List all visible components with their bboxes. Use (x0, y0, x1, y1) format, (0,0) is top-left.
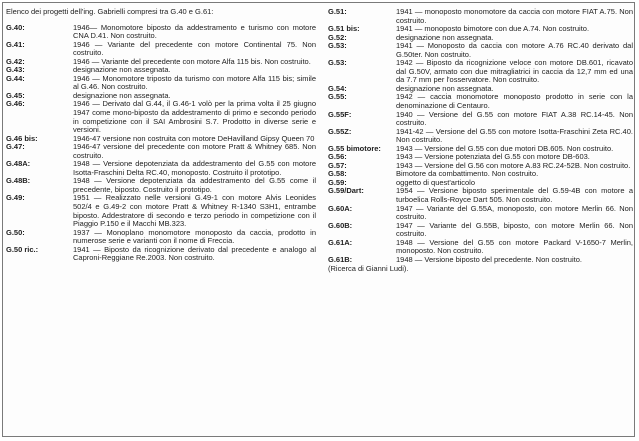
entry-row (6, 246, 316, 263)
entry-row (328, 187, 633, 204)
entry-row (328, 205, 633, 222)
entry-code: G.51 bis: (328, 24, 360, 34)
entry-code: G.53: (328, 58, 347, 68)
entry-description: designazione non assegnata. (73, 65, 171, 75)
entry-description: 1946-47 versione non costruita con motore DeHavilland Gipsy Queen 70 (73, 133, 315, 143)
entry-code: G.53: (328, 41, 347, 51)
entry-description: 1941 — monoposto bimotore con due A.74. Non costruito. (396, 24, 590, 34)
entry-row (6, 143, 316, 160)
document-frame (2, 2, 635, 437)
entry-code: G.55: (328, 92, 347, 102)
entry-description: designazione non assegnata. (73, 90, 171, 100)
entry-row (328, 93, 633, 110)
entry-description: 1941 — Monoposto da caccia con motore A.76 RC.40 derivato dal G.50ter. Non costruito. (396, 41, 633, 59)
entry-row (328, 128, 633, 145)
entry-code: G.47: (6, 142, 25, 152)
entry-code: G.56: (328, 152, 347, 162)
entry-description: designazione non assegnata. (396, 32, 494, 42)
entry-code: G.55F: (328, 109, 352, 119)
entry-description: 1937 — Monoplano monomotore monoposto da caccia, prodotto in numerose serie e varianti con il nome di Freccia. (73, 227, 316, 246)
entry-code: G.43: (6, 65, 25, 75)
entry-row (328, 59, 633, 85)
entry-code: G.46: (6, 99, 25, 109)
entry-code: G.57: (328, 160, 347, 170)
entry-description: 1946 — Variante del precedente con motore Continental 75. Non costruito. (73, 39, 316, 58)
entry-description: 1942 — caccia monomotore monoposto prodotto in serie con la denominazione di Centauro. (396, 92, 633, 111)
right-entry-list (328, 8, 633, 264)
entry-code: G.51: (328, 7, 347, 16)
entry-code: G.48A: (6, 159, 31, 169)
entry-code: G.55 bimotore: (328, 143, 381, 153)
entry-description: 1951 — Realizzato nelle versioni G.49-1 con motore Alvis Leonides 502/4 e G.49-2 con motore Pratt & Whitney R-1340 S3H1, entrambe biposto. Addestratore di secondo e terzo periodo in competizione con il Piaggio P.150 e il Macchi MB.323. (73, 193, 316, 229)
entry-row (6, 100, 316, 134)
entry-description: designazione non assegnata. (396, 83, 494, 93)
entry-description: 1946— Monomotore biposto da addestramento e turismo con motore CNA D.41. Non costruito. (73, 22, 316, 41)
entry-row (328, 8, 633, 25)
entry-row (328, 239, 633, 256)
entry-code: G.61A: (328, 237, 353, 247)
entry-description: 1948 — Versione depotenziata da addestramento del G.55 con motore Isotta-Fraschini Delta RC.40, monoposto. Costruito il prototipo. (73, 159, 316, 177)
entry-code: G.50: (6, 227, 25, 237)
entry-row (328, 42, 633, 59)
entry-description: 1942 — Biposto da ricognizione veloce con motore DB.601, ricavato dal G.50V, armato con due mitragliatrici in caccia da 12,7 mm ed una da 7.7 mm per l'osservatore. Non costruito. (396, 58, 633, 85)
entry-description: 1947 — Variante del G.55A, monoposto, con motore Merlin 66. Non costruito. (396, 203, 633, 222)
entry-description: 1941-42 — Versione del G.55 con motore Isotta-Fraschini Zeta RC.40. Non costruito. (396, 126, 633, 145)
entry-code: G.40: (6, 22, 25, 32)
entry-description: 1941 — Biposto da ricognizione derivato dal precedente e analogo al Caproni-Reggiane Re.2003. Non costruito. (73, 244, 316, 263)
entry-code: G.45: (6, 90, 25, 100)
entry-row (328, 256, 633, 265)
entry-row (328, 222, 633, 239)
research-note: (Ricerca di Gianni Ludi). (328, 264, 409, 274)
entry-description: 1946 — Derivato dal G.44, il G.46-1 volò per la prima volta il 25 giugno 1947 come mono-biposto da addestramento di primo e secondo periodo in competizione con il SAI Ambrosini S.7. Prodotto in diverse serie e versioni. (73, 99, 316, 135)
entry-row (328, 111, 633, 128)
entry-description: 1948 — Versione del G.55 con motore Packard V-1650-7 Merlin, monoposto. Non costruito. (396, 237, 633, 256)
entry-row (6, 194, 316, 228)
intro-text: Elenco dei progetti dell'ing. Gabrielli compresi tra G.40 e G.61: (6, 7, 214, 16)
entry-row (6, 177, 316, 194)
entry-row (328, 170, 633, 179)
entry-description: 1948 — Versione biposto del precedente. Non costruito. (396, 254, 582, 264)
left-entry-list (6, 24, 316, 263)
entry-code: G.44: (6, 73, 25, 83)
entry-row (6, 160, 316, 177)
entry-code: G.58: (328, 169, 347, 179)
entry-description: oggetto di quest'articolo (396, 177, 475, 187)
entry-description: 1943 — Versione potenziata del G.55 con motore DB-603. (396, 152, 590, 162)
entry-code: G.41: (6, 39, 25, 49)
entry-code: G.59/Dart: (328, 186, 364, 196)
entry-code: G.59: (328, 177, 347, 187)
entry-code: G.52: (328, 32, 347, 42)
entry-description: 1946 — Monomotore triposto da turismo con motore Alfa 115 bis; simile al G.46. Non costruito. (73, 73, 316, 92)
entry-row (6, 75, 316, 92)
entry-code: G.61B: (328, 254, 353, 264)
entry-row (6, 41, 316, 58)
right-column (328, 8, 633, 274)
entry-code: G.50 ric.: (6, 244, 39, 254)
entry-code: G.55Z: (328, 126, 352, 136)
entry-description: Bimotore da combattimento. Non costruito. (396, 169, 539, 179)
entry-code: G.60A: (328, 203, 353, 213)
entry-description: 1954 — Versione biposto sperimentale del G.59-4B con motore a turboelica Rolls-Royce Dart 505. Non costruito. (396, 186, 633, 205)
entry-description: 1940 — Versione del G.55 con motore FIAT A.38 RC.14-45. Non costruito. (396, 109, 633, 128)
entry-description: 1947 — Variante del G.55B, biposto, con motore Merlin 66. Non costruito. (396, 220, 633, 239)
entry-code: G.42: (6, 56, 25, 66)
entry-description: 1946-47 versione del precedente con motore Pratt & Whitney 685. Non costruito. (73, 142, 316, 160)
entry-description: 1948 — Versione depotenziata da addestramento del G.55 come il precedente, biposto. Costruito il prototipo. (73, 176, 316, 194)
entry-description: 1941 — monoposto monomotore da caccia con motore FIAT A.75. Non costruito. (396, 7, 633, 25)
entry-code: G.48B: (6, 176, 31, 186)
entry-row (6, 229, 316, 246)
entry-code: G.49: (6, 193, 25, 203)
entry-description: 1943 — Versione del G.56 con motore A.83 RC.24-52B. Non costruito. (396, 160, 631, 170)
entry-description: 1943 — Versione del G.55 con due motori DB.605. Non costruito. (396, 143, 614, 153)
entry-description: 1946 — Variante del precedente con motore Alfa 115 bis. Non costruito. (73, 56, 311, 66)
entry-code: G.54: (328, 83, 347, 93)
entry-row (6, 24, 316, 41)
entry-code: G.60B: (328, 220, 353, 230)
entry-code: G.46 bis: (6, 133, 38, 143)
left-column (6, 8, 316, 263)
